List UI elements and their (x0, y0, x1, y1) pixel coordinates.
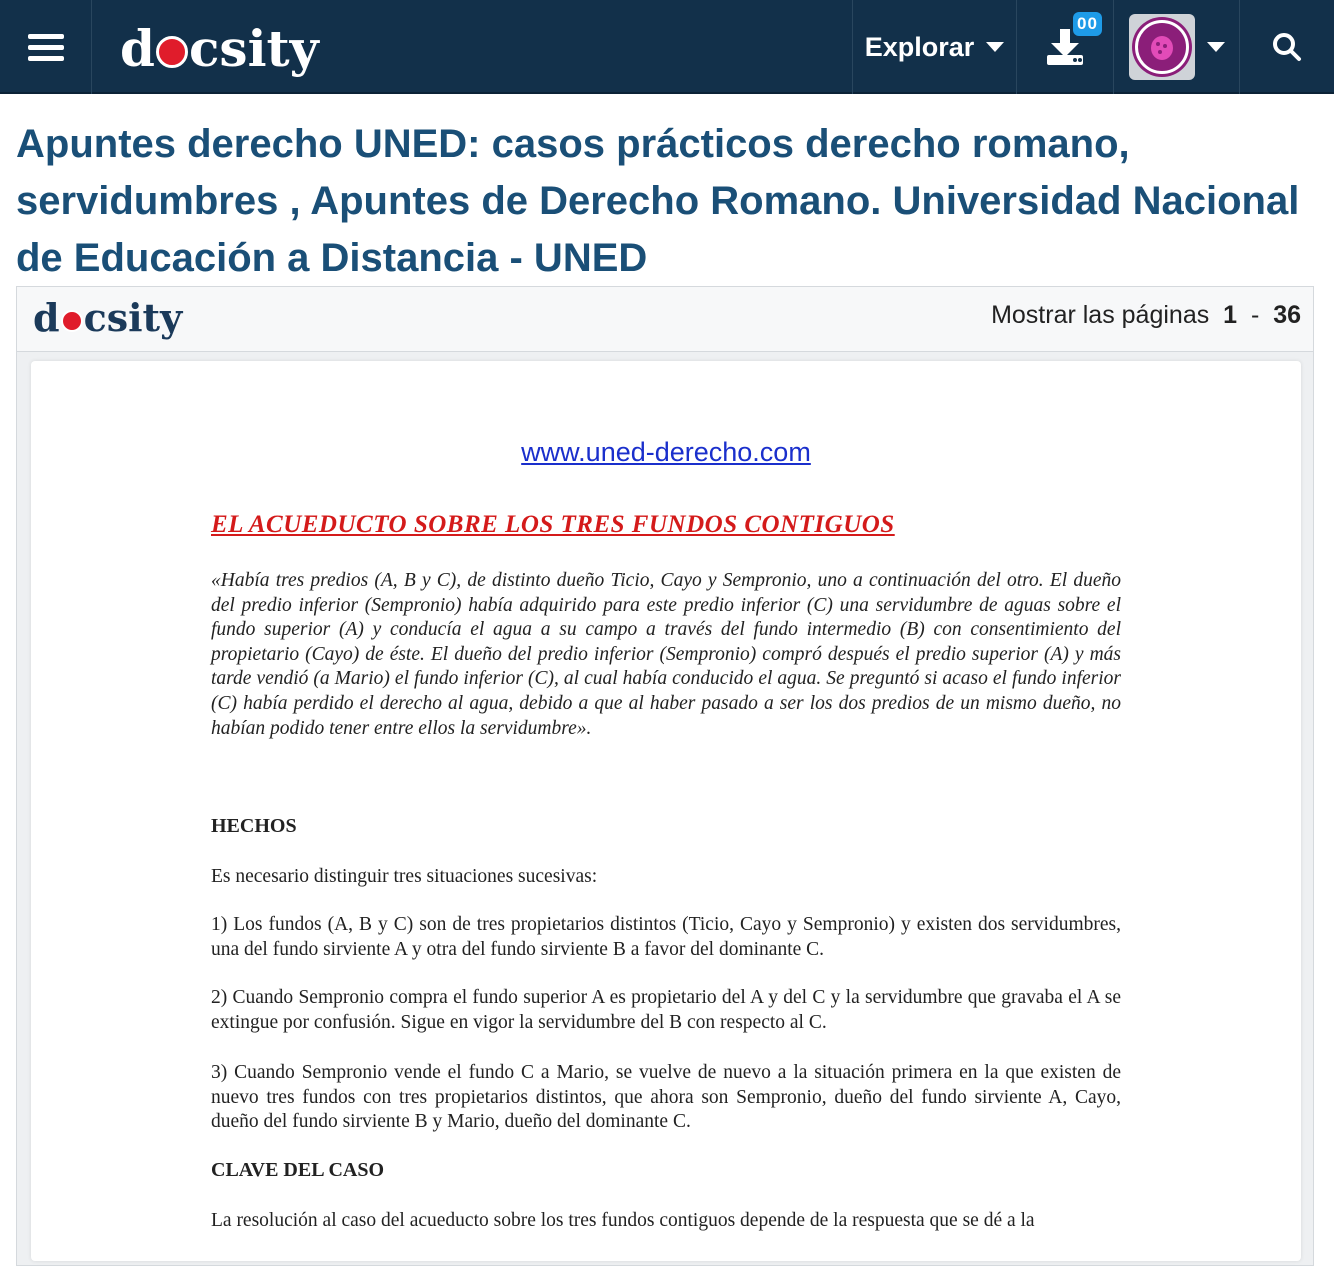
viewer-logo: d csity (33, 295, 183, 340)
chevron-down-icon (986, 42, 1004, 52)
chevron-down-icon[interactable] (1207, 42, 1225, 52)
page-title: Apuntes derecho UNED: casos prácticos derecho romano, servidumbres , Apuntes de Derecho Romano. Universidad Nacional de Educación a Distancia - UNED (16, 122, 1300, 280)
paragraph-3: 3) Cuando Sempronio vende el fundo C a Mario, se vuelve de nuevo a la situación primera en la que existen de nuevo tres fundos con tres propietarios distintos, que ahora son Sempronio, dueño del fundo sirviente A, Cayo, dueño del fundo sirviente B y Mario, dueño del dominante C. (211, 1062, 1121, 1133)
downloads-button[interactable] (1017, 0, 1114, 94)
document-url (31, 437, 1301, 468)
clave-heading: CLAVE DEL CASO (211, 1159, 385, 1181)
hechos-heading: HECHOS (211, 815, 297, 837)
avatar[interactable] (1129, 14, 1195, 80)
hechos-intro: Es necesario distinguir tres situaciones sucesivas: (211, 866, 598, 887)
menu-button[interactable] (0, 0, 92, 94)
search-icon (1272, 32, 1302, 62)
clave-text: La resolución al caso del acueducto sobre los tres fundos contiguos depende de la respuesta que se dé a la (211, 1210, 1035, 1231)
user-menu[interactable] (1114, 0, 1240, 94)
explore-button[interactable] (852, 0, 1017, 94)
page-from: 1 (1223, 301, 1238, 329)
paragraph-2: 2) Cuando Sempronio compra el fundo superior A es propietario del A y del C y la servidumbre que gravaba el A se extingue por confusión. Sigue en vigor la servidumbre del B con respecto al C. (211, 987, 1121, 1033)
download-count-badge: 00 (1073, 12, 1102, 36)
page-separator: - (1250, 301, 1260, 329)
document-page (31, 361, 1301, 1261)
document-heading: EL ACUEDUCTO SOBRE LOS TRES FUNDOS CONTIGUOS (211, 511, 895, 538)
viewer-header (17, 287, 1313, 352)
case-quote: «Había tres predios (A, B y C), de distinto dueño Ticio, Cayo y Sempronio, uno a continuación del otro. El dueño del predio inferior (Sempronio) había adquirido para este predio inferior (C) una servidumbre de aguas sobre el fundo superior (A) y conducía el agua a su campo a través del fundo intermedio (B) con consentimiento del propietario (Cayo) de éste. El dueño del predio inferior (Sempronio) compró después el predio superior (A) y más tarde vendió (a Mario) el fundo inferior (C), al cual había conducido el agua. Se preguntó si acaso el fundo inferior (C) había perdido el derecho al agua, debido a que al haber pasado a ser los dos predios de un mismo dueño, no habían podido tener entre ellos la servidumbre». (211, 570, 1121, 739)
explore-label: Explorar (864, 31, 975, 62)
ladybug-icon (61, 310, 83, 332)
docsity-logo[interactable] (120, 18, 319, 78)
ladybug-icon (156, 36, 188, 68)
document-viewer (16, 286, 1314, 1266)
top-navbar (0, 0, 1334, 94)
pages-range (991, 301, 1301, 330)
pages-label: Mostrar las páginas (991, 301, 1210, 329)
document-url-link[interactable]: www.uned-derecho.com (521, 437, 811, 467)
paragraph-1: 1) Los fundos (A, B y C) son de tres propietarios distintos (Ticio, Cayo y Sempronio) y existen dos servidumbres, una del fundo sirviente A y otra del fundo sirviente B a favor del dominante C. (211, 914, 1121, 960)
logo-text: d csity (120, 18, 319, 78)
hamburger-icon (28, 28, 64, 67)
page-to: 36 (1273, 301, 1301, 329)
search-button[interactable] (1240, 0, 1334, 94)
user-avatar-icon (1135, 20, 1189, 74)
